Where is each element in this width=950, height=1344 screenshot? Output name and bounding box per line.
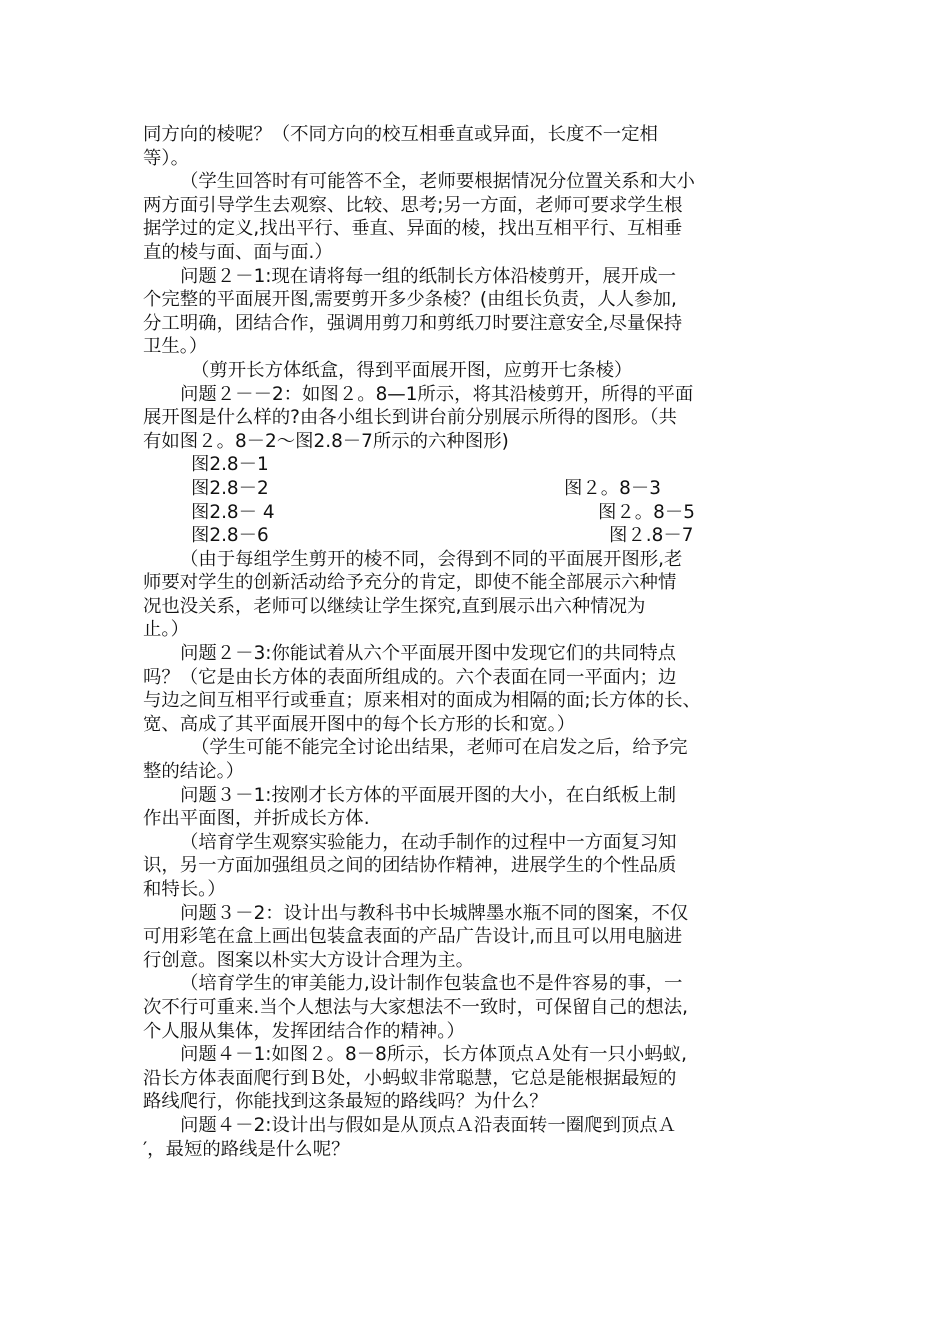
figure-caption: 图2.8－2 xyxy=(191,477,269,499)
text-line: ′，最短的路线是什么呢？ xyxy=(143,1138,350,1160)
text-line: 与边之间互相平行或垂直；原来相对的面成为相隔的面;长方体的长、 xyxy=(143,690,701,712)
figure-caption-row xyxy=(143,524,808,548)
text-line: 吗？（它是由长方体的表面所组成的。六个表面在同一平面内；边 xyxy=(143,666,677,688)
text-line: 宽、高成了其平面展开图中的每个长方形的长和宽。） xyxy=(143,713,576,735)
text-line: 师要对学生的创新活动给予充分的肯定，即使不能全部展示六种情 xyxy=(143,572,677,594)
text-line: 和特长。） xyxy=(143,879,226,900)
text-line: 问题４－2:设计出与假如是从顶点Ａ沿表面转一圈爬到顶点Ａ xyxy=(180,1114,677,1136)
text-line: （培育学生的审美能力,设计制作包装盒也不是件容易的事，一 xyxy=(180,973,683,995)
text-line: 作出平面图，并折成长方体. xyxy=(143,808,370,830)
figure-caption: 图２。8－3 xyxy=(564,477,661,499)
text-line: 沿长方体表面爬行到Ｂ处，小蚂蚁非常聪慧，它总是能根据最短的 xyxy=(143,1067,677,1089)
text-line: 据学过的定义,找出平行、垂直、异面的棱，找出互相平行、互相垂 xyxy=(143,218,683,240)
text-line: （培育学生观察实验能力，在动手制作的过程中一方面复习知 xyxy=(180,831,677,853)
text-line: 止。） xyxy=(143,619,189,641)
text-line: 展开图是什么样的?由各小组长到讲台前分别展示所得的图形。（共 xyxy=(143,407,677,429)
text-line: 路线爬行，你能找到这条最短的路线吗？为什么？ xyxy=(143,1091,548,1113)
text-line: 次不行可重来.当个人想法与大家想法不一致时，可保留自己的想法, xyxy=(143,996,689,1018)
text-line: 同方向的棱呢？（不同方向的校互相垂直或异面，长度不一定相 xyxy=(143,124,658,145)
figure-caption: 图２.8－7 xyxy=(609,525,694,547)
figure-caption: 图２。8－5 xyxy=(598,501,695,523)
text-line: 问题２－1:现在请将每一组的纸制长方体沿棱剪开，展开成一 xyxy=(180,265,677,287)
text-line: 问题３－2：设计出与教科书中长城牌墨水瓶不同的图案，不仅 xyxy=(180,902,689,924)
figure-caption-row xyxy=(143,501,808,525)
text-line: 况也没关系，老师可以继续让学生探究,直到展示出六种情况为 xyxy=(143,595,646,617)
text-line: 行创意。图案以朴实大方设计合理为主。 xyxy=(143,949,475,971)
text-line: 问题３－1:按刚才长方体的平面展开图的大小，在白纸板上制 xyxy=(180,784,677,806)
text-line: 问题２－3:你能试着从六个平面展开图中发现它们的共同特点 xyxy=(180,643,677,665)
body-text xyxy=(143,123,808,1161)
text-line: 整的结论。） xyxy=(143,761,245,783)
text-line: 个完整的平面展开图,需要剪开多少条棱？(由组长负责，人人参加, xyxy=(143,289,677,311)
text-line: （学生回答时有可能答不全，老师要根据情况分位置关系和大小 xyxy=(180,171,695,193)
text-line: 个人服从集体，发挥团结合作的精神。） xyxy=(143,1020,465,1042)
text-line: （剪开长方体纸盒，得到平面展开图，应剪开七条棱） xyxy=(191,359,633,381)
text-line: 可用彩笔在盒上画出包装盒表面的产品广告设计,而且可以用电脑进 xyxy=(143,926,683,948)
text-line: 识，另一方面加强组员之间的团结协作精神，进展学生的个性品质 xyxy=(143,855,677,877)
figure-caption: 图2.8－ 4 xyxy=(191,501,275,523)
text-line: 直的棱与面、面与面.） xyxy=(143,241,333,263)
text-line: 分工明确，团结合作，强调用剪刀和剪纸刀时要注意安全,尽量保持 xyxy=(143,312,683,334)
text-line: （学生可能不能完全讨论出结果，老师可在启发之后，给予完 xyxy=(191,737,688,759)
text-line: 卫生。） xyxy=(143,336,208,358)
figure-caption-row xyxy=(143,477,808,501)
text-line: 等）。 xyxy=(143,147,189,169)
text-line: 问题４－1:如图２。8－8所示，长方体顶点Ａ处有一只小蚂蚁, xyxy=(180,1044,687,1066)
text-line: （由于每组学生剪开的棱不同，会得到不同的平面展开图形,老 xyxy=(180,548,683,570)
figure-caption: 图2.8－6 xyxy=(191,525,269,547)
text-line: 问题２－－2：如图２。8—1所示，将其沿棱剪开，所得的平面 xyxy=(180,383,694,405)
text-line: 两方面引导学生去观察、比较、思考;另一方面，老师可要求学生根 xyxy=(143,194,683,216)
figure-caption: 图2.8－1 xyxy=(191,454,269,476)
text-line: 有如图２。8－2～图2.8－7所示的六种图形) xyxy=(143,430,509,452)
